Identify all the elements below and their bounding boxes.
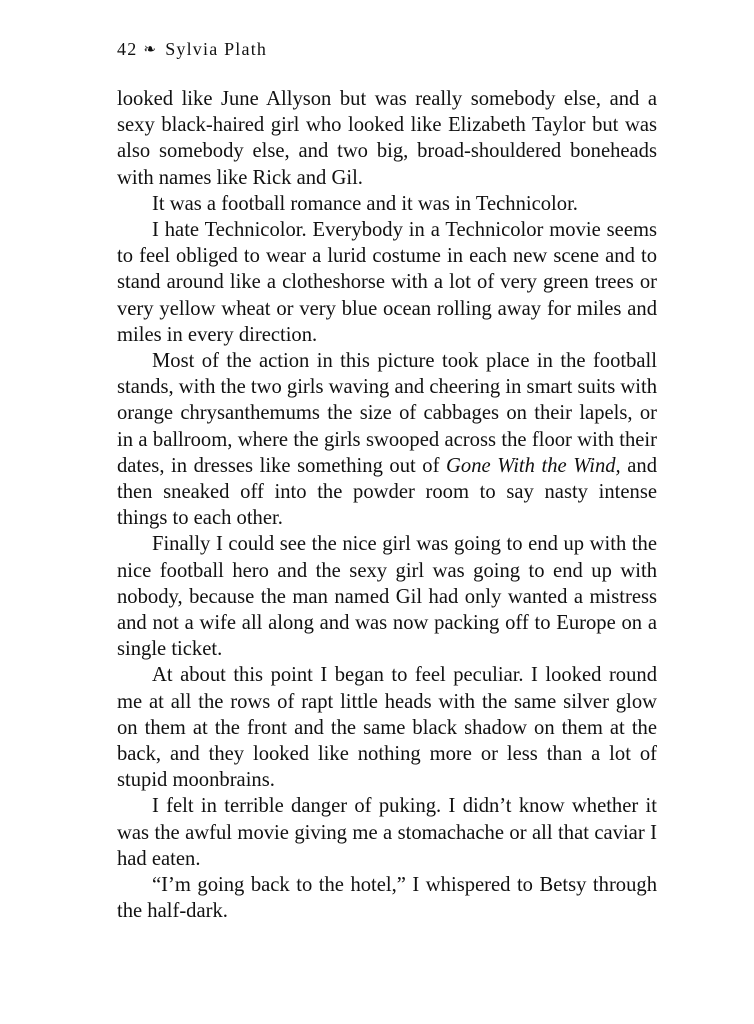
body-text xyxy=(117,86,657,925)
paragraph-text: I hate Technicolor. Everybody in a Technicolor movie seems to feel obliged to wear a lurid costume in each new scene and to stand around like a clotheshorse with a lot of very green trees or very yellow wheat or very blue ocean rolling away for miles and miles in every direction. xyxy=(117,219,657,346)
paragraph-text: looked like June Allyson but was really somebody else, and a sexy black-haired girl who looked like Elizabeth Taylor but was also somebody else, and two big, broad-shouldered boneheads with names like Rick and Gil. xyxy=(117,88,657,189)
paragraph-text: It was a football romance and it was in Technicolor. xyxy=(152,192,578,215)
paragraph xyxy=(117,872,657,924)
paragraph-text: At about this point I began to feel peculiar. I looked round me at all the rows of rapt little heads with the same silver glow on them at the front and the same black shadow on them at the back, and they looked like nothing more or less than a lot of stupid moonbrains. xyxy=(117,664,657,792)
paragraph xyxy=(117,662,657,793)
italic-title-text: Gone With the Wind, xyxy=(446,454,621,477)
paragraph-text: and then sneaked off into the powder room to say nasty intense things to each other. xyxy=(117,454,658,530)
paragraph xyxy=(117,793,657,872)
running-head xyxy=(117,36,267,64)
page-number: 42 xyxy=(117,39,138,59)
paragraph-text: “I’m going back to the hotel,” I whispered to Betsy through the half-dark. xyxy=(117,874,657,923)
paragraph xyxy=(117,348,657,531)
paragraph-text: Most of the action in this picture took place in the football stands, with the two girls waving and cheering in smart suits with orange chrysanthemums the size of cabbages on their lapels, or in a ballroom, where the girls swooped across the floor with their dates, in dresses like something out of xyxy=(117,350,657,477)
paragraph-text: Finally I could see the nice girl was going to end up with the nice football hero and the sexy girl was going to end up with nobody, because the man named Gil had only wanted a mistress and not a wife all along and was now packing off to Europe on a single ticket. xyxy=(117,533,657,661)
paragraph-text: I felt in terrible danger of puking. I didn’t know whether it was the awful movie giving me a stomachache or all that caviar I had eaten. xyxy=(117,795,657,870)
fleuron-ornament-icon: ❧ xyxy=(143,42,158,58)
running-head-author: Sylvia Plath xyxy=(165,39,268,59)
paragraph xyxy=(117,86,657,191)
paragraph xyxy=(117,191,657,217)
paragraph xyxy=(117,217,657,348)
paragraph xyxy=(117,531,657,662)
